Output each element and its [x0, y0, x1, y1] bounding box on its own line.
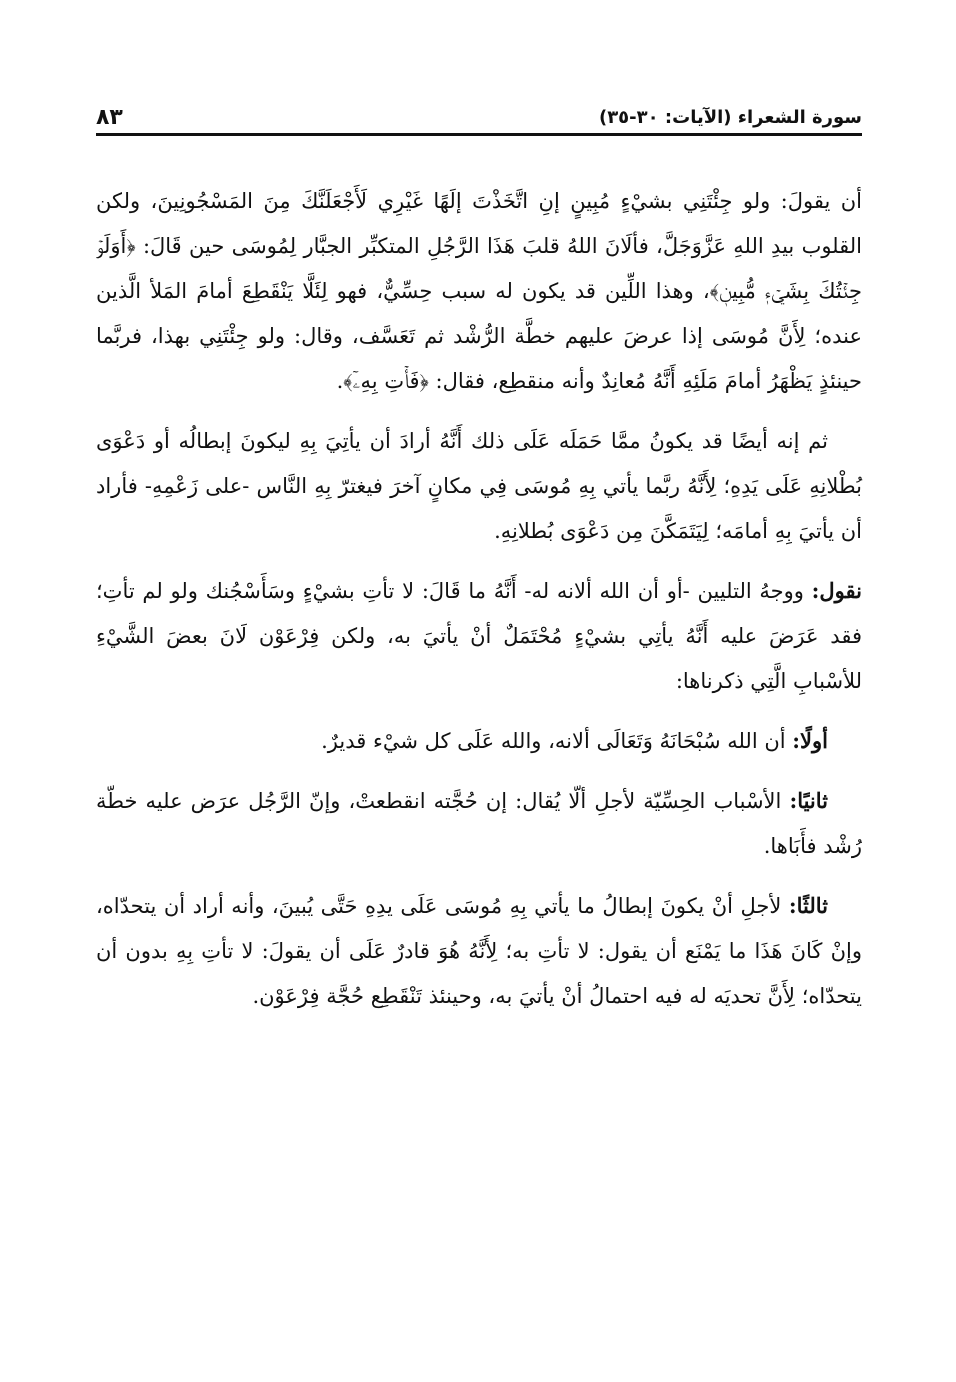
header-divider	[96, 133, 862, 136]
paragraph-text: ووجهُ التليين -أو أن الله ألانه له- أَنَّهُ ما قَالَ: لا تأتِ بشيْءٍ وسَأَسْجُنك ولو لم تأتِ؛ فقد عَرَضَ عليه أَنَّهُ يأتِي بشيْءٍ مُحْتَمَلٌ أنْ يأتيَ به، ولكن فِرْعَوْن لَانَ بعضَ الشَّيْءِ للأسْبابِ الَّتِي ذكرناها:	[96, 579, 862, 693]
paragraph-lead: نقول:	[811, 578, 862, 603]
page-header	[96, 96, 862, 130]
paragraph	[96, 883, 862, 1019]
paragraph-lead: ثانيًا:	[789, 788, 829, 813]
page-body	[96, 178, 862, 1033]
paragraph	[96, 418, 862, 554]
paragraph	[96, 568, 862, 704]
paragraph	[96, 178, 862, 404]
paragraph-lead: ثالثًا:	[788, 893, 828, 918]
paragraph	[96, 778, 862, 869]
paragraph-text: أن يقولَ: ولو جِئْتَنِي بشيْءٍ مُبِينٍ إنِ اتَّخَذْتَ إلَهًا غَيْرِي لَأَجْعَلَنَّكَ مِنَ المَسْجُونِينَ، ولكن القلوب بيدِ اللهِ عَزَّوَجَلَّ، فألَانَ اللهُ قلبَ هَذَا الرَّجُلِ المتكبِّر الجبَّار لِمُوسَى حين قَالَ: ﴿أَوَلَوۡ جِئۡتُكَ بِشَيۡءٖ مُّبِينٖ﴾، وهذا اللِّين قد يكون له سبب حِسِّيٌّ، فهو لِئَلَّا يَنْقَطِعَ أمامَ المَلأ الَّذين عنده؛ لِأَنَّ مُوسَى إذا عرضَ عليهم خطَّة الرُّشْد ثم تَعَسَّف، وقال: ولو جِئْتَنِي بهذا، فربَّما حينئذٍ يَظْهَرُ أمامَ مَلَئِهِ أَنَّهُ مُعانِدٌ وأنه منقطِع، فقال: ﴿فَأۡتِ بِهِۦٓ﴾.	[96, 189, 862, 393]
paragraph-lead: أولًا:	[792, 728, 828, 753]
running-title: سورة الشعراء (الآيات: ٣٠-٣٥)	[598, 107, 862, 128]
page-number: ٨٣	[96, 105, 123, 130]
paragraph-text: أن الله سُبْحَانَهُ وَتَعَالَى ألانه، والله عَلَى كل شيْء قديرٌ.	[321, 729, 793, 753]
paragraph	[96, 718, 862, 764]
paragraph-text: ثم إنه أيضًا قد يكونُ ممَّا حَمَلَه عَلَى ذلك أَنَّهُ أرادَ أن يأتِيَ بِهِ ليكونَ إبطالُه أو دَعْوَى بُطْلانِهِ عَلَى يَدِهِ؛ لِأَنَّهُ ربَّما يأتي بِهِ مُوسَى فِي مكانٍ آخرَ فيغترّ بِهِ النَّاس -على زَعْمِهِ- فأراد أن يأتيَ بِهِ أمامَه؛ لِيَتَمَكَّنَ مِن دَعْوَى بُطلانِهِ.	[96, 429, 862, 543]
paragraph-text: لأجلِ أنْ يكونَ إبطالُ ما يأتي بِهِ مُوسَى عَلَى يدِهِ حَتَّى يُبينَ، وأنه أراد أن يتحدّاه، وإنْ كَانَ هَذَا ما يَمْنَع أن يقول: لا تأتِ به؛ لِأَنَّهُ هُوَ قادرٌ عَلَى أن يقولَ: لا تأتِ بِهِ بدون أن يتحدّاه؛ لِأَنَّ تحديَه له فيه احتمالُ أنْ يأتيَ به، وحينئذ تَنْقَطِع حُجَّة فِرْعَوْن.	[96, 894, 862, 1008]
paragraph-text: الأسْباب الحِسِّيّة لأجلِ ألّا يُقال: إن حُجَّته انقطعتْ، وإنّ الرَّجُل عرَض عليه خطّة رُشْد فأَبَاها.	[96, 789, 862, 858]
